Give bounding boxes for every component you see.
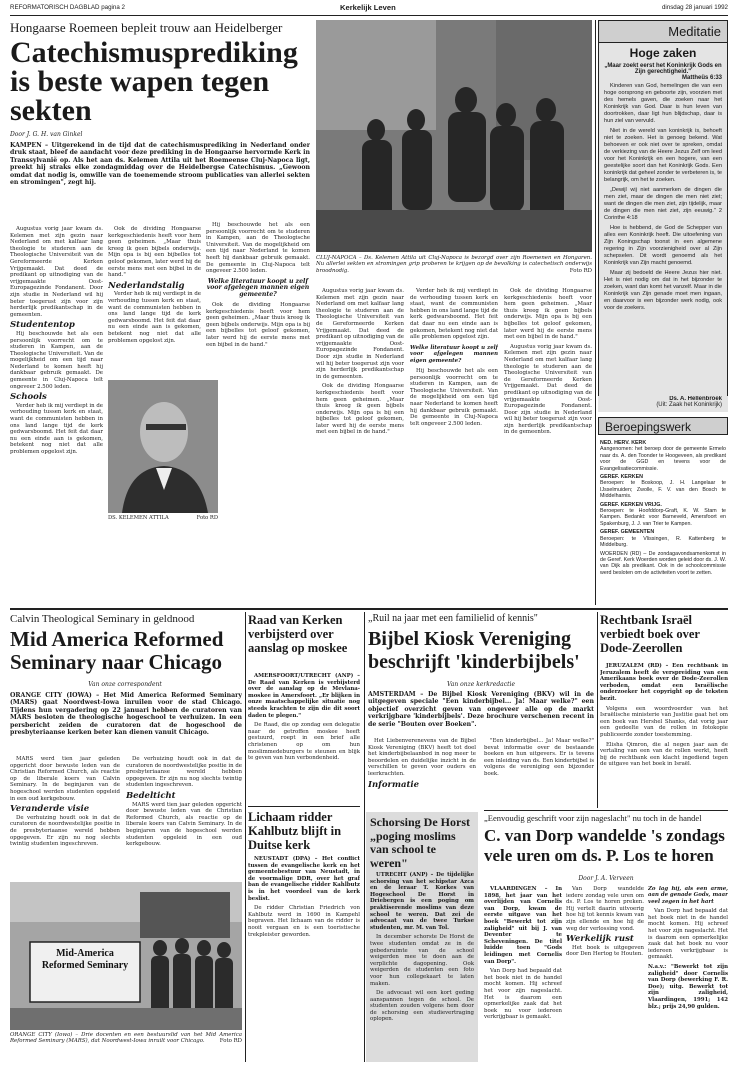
kahlbutz-body-text: De ridder Christian Friedrich von Kahlbutz werd in 1690 in Kampehl begraven. Het lichaam van de ridder is nooit vergaan en is een toeristische trekpleister geworden. bbox=[248, 905, 360, 938]
subhead-studententop: Studententop bbox=[10, 320, 75, 331]
kiosk-col-2 bbox=[484, 738, 594, 808]
kiosk-byline: Van onze kerkredactie bbox=[447, 681, 515, 688]
main-col-6 bbox=[504, 288, 592, 604]
kiosk-body-1: Het Liebenverenevens van de Bijbel Kiosk Vereniging (BKV) heeft tot doel het kinderbijbelaanbod in nog meer te beoordelen en duidelijke inzicht in de verschillen te geven voor ouders en leerkrachten. bbox=[368, 738, 476, 777]
portrait-caption bbox=[108, 515, 218, 524]
dorp-footer: N.a.v.: "Bewerkt tot zijn zaligheid" door Cornelis van Dorp (bewerking F. R. Doe); uitg. Bewerkt tot zijn zaligheid, Vlaardingen, 1991; 142 blz.; prijs 24,90 gulden. bbox=[648, 963, 728, 1010]
schorsing-box bbox=[366, 812, 478, 1062]
portrait-caption-text: DS. KELEMEN ATTILA bbox=[108, 515, 169, 521]
cluj-credit: Foto RD bbox=[569, 267, 592, 274]
beroepingswerk-title-text: Beroepingswerk bbox=[605, 420, 692, 434]
rechtbank-body bbox=[600, 663, 728, 809]
beroepingswerk-list bbox=[600, 440, 726, 604]
mars-credit: Foto RD bbox=[219, 1038, 242, 1045]
calvin-lead: ORANGE CITY (IOWA) – Het Mid America Reformed Seminary (MARS) gaat Noordwest-Iowa inruilen voor de stad Chicago. Tijdens hun vergadering op 22 januari hebben de curatoren van MARS besloten de theologische hogeschool te verhuizen. In een persbericht zeiden de curatoren dat de hogeschool de presbyteriaanse kerken beter kan dienen vanuit Chicago. bbox=[10, 692, 242, 737]
calvin-headline-text: Mid America Reformed Seminary naar Chicago bbox=[10, 628, 224, 674]
meditatie-body bbox=[599, 83, 727, 312]
main-kicker-text: Hongaarse Roemeen bepleit trouw aan Heidelberger bbox=[10, 20, 283, 35]
kiosk-headline bbox=[368, 628, 594, 680]
mars-caption-text: ORANGE CITY (Iowa) – Drie docenten en een bestuurslid van het Mid America Reformed Seminary (MARS), dat Noordwest-Iowa inruilt voor Chicago. bbox=[10, 1032, 242, 1045]
dorp-kicker-text: „Eenvoudig geschrift voor zijn nageslacht" nu toch in de handel bbox=[484, 813, 702, 823]
ber-head-2: GEREF. KERKEN VRIJG. bbox=[600, 501, 662, 508]
portrait-photo bbox=[108, 380, 218, 513]
rechtbank-lead: JERUZALEM (RD) – Een rechtbank in Jeruzalem heeft de verspreiding van een Amerikaans boek over de Dode-Zeerollen verboden, omdat een Israëlische onderzoeker het copyright op de teksten bezit. bbox=[600, 663, 728, 702]
kiosk-lead: AMSTERDAM – De Bijbel Kiosk Vereniging (BKV) wil in de uitgegeven speciale "Een kinderbijbel... Ja! Maar welke?" een objectief overzicht geven van ongeveer alle op de markt verkrijgbare 'kinderbijbels'. Deze brochure verschenen recent in de serie "Bouten over Boeken". bbox=[368, 691, 594, 728]
beroepingswerk-title bbox=[598, 417, 728, 435]
main-body-col5b: Hij beschouwde het als een persoonlijk voorrecht om te studeren in Kampen, aan de Theologische Universiteit. Van de mogelijkheid om een tijd naar Nederland te komen heeft hij dankbaar gebruik gemaakt. De gemeente in Cluj-Napoca telt ongeveer 2.500 leden. bbox=[410, 367, 498, 427]
subhead-schools: Schools bbox=[10, 392, 47, 403]
paper-name: REFORMATORISCH DAGBLAD pagina 2 bbox=[10, 4, 125, 11]
ber-head-3: GEREF. GEMEENTEN bbox=[600, 529, 655, 536]
rechtbank-headline bbox=[600, 613, 728, 661]
main-body-2b: Hij beschouwde het als een persoonlijk voorrecht om te studeren in Kampen, aan de Theologische Universiteit. Van de mogelijkheid om een tijd naar Nederland te komen heeft hij dankbaar gebruik gemaakt. De gemeente in Cluj-Napoca telt ongeveer 2.500 leden. bbox=[206, 222, 310, 275]
dorp-byline: Door J. A. Verveen bbox=[578, 875, 634, 882]
calvin-body-2b: MARS werd tien jaar geleden opgericht door bewuste leden van de Christian Reformed Church, als reactie op de liberale koers van Calvin Seminary. In de beginjaren van de hogeschool werden studenten opgeleid in een oud kerkgebouw. bbox=[126, 801, 242, 848]
subhead-nederlandstalig: Nederlandstalig bbox=[108, 280, 185, 291]
mars-caption bbox=[10, 1032, 242, 1062]
header-rule bbox=[10, 15, 728, 16]
calvin-col-2 bbox=[126, 756, 242, 880]
cluj-caption bbox=[316, 255, 592, 283]
rechtbank-headline-text: Rechtbank Israël verbiedt boek over Dode-Zeerollen bbox=[600, 613, 700, 655]
main-body-4b: Verder heb ik mij verdiept in de verhouding tussen kerk en staat, want de communisten hebben in ons land lange tijd de kerk gedwarsboomd. Het feit dat daar nu een einde aan is gekomen, betekent nog niet dat alle problemen opgelost zijn. bbox=[108, 291, 201, 344]
schorsing-body-text: In december schorste De Horst de twee studenten omdat ze in de gebedsruimte van de school weigerden mee te doen aan de verplichte dagopening. Ook weigerden de studenten een foto voor hun collegekaart te laten maken. bbox=[370, 934, 474, 987]
schorsing-body-text-2: De advocaat wil een kort geding aanspannen tegen de school. De studenten zouden volgens hem door de schorsing een studievertraging oplopen. bbox=[370, 990, 474, 1023]
meditatie-quote: „Maar zoekt eerst het Koninkrijk Gods en Zijn gerechtigheid." bbox=[604, 63, 722, 75]
calvin-body-1b: De verhuizing houdt ook in dat de curatoren de noordwestelijke positie in de presbyteriaanse wereld hebben opgegeven. Er zijn nu nog slechts twintig studenten ingeschreven. bbox=[10, 814, 120, 848]
calvin-sub-bedelticht: Bedelticht bbox=[126, 790, 176, 801]
vrule-4 bbox=[597, 612, 598, 808]
dorp-pullquote: Zo lag hij, als een arme, aan de genade Gods, maar veel zegen in het hart bbox=[648, 886, 728, 905]
dorp-sub: Werkelijk rust bbox=[566, 934, 634, 945]
cluj-caption-text: CLUJ-NAPOCA – Ds. Kelemen Attila uit Cluj-Napoca is bezorgd over zijn Roemenen en Hongaren. Nu allerlei sekten en stromingen grip proberen te krijgen op de bevolking is catechetisch onderwijs broodnodig. bbox=[316, 255, 592, 274]
kahlbutz-body bbox=[248, 856, 360, 1062]
mid-rule bbox=[10, 608, 728, 610]
meditatie-p3: „Dewijl wij niet aanmerken de dingen die men ziet, maar de dingen die men niet ziet; want de dingen die men ziet, zijn tijdelijk, maar de dingen die men niet ziet, zijn eeuwig." 2 Corinthe 4:18 bbox=[604, 187, 722, 221]
meditatie-ref: Mattheüs 6:33 bbox=[681, 75, 722, 81]
section-name: Kerkelijk Leven bbox=[340, 4, 396, 12]
calvin-sub-verandering: Veranderde visie bbox=[10, 804, 90, 815]
ber-head-0: NED. HERV. KERK bbox=[600, 440, 647, 446]
schorsing-lead: UTRECHT (ANP) – De tijdelijke schorsing van het schipstar Azca en de leraar T. Korkes van Hogeschool De Horst in Driebergen is een poging om praktiserende moslims van deze school te weren. Dat zei de advocaat van de twee Turkse studenten, mr. M. van Tol. bbox=[370, 872, 474, 931]
ber-woerden: WOERDEN (RD) – De zondagavondsamenkomst in de Geref. Kerk Woerden worden geleid door ds. J. W. van Dijk als predikant. Ook in de schoolcommissie werd besloten om de activiteiten voort te zetten. bbox=[600, 550, 726, 576]
kahlbutz-headline-text: Lichaam ridder Kahlbutz blijft in Duitse kerk bbox=[248, 810, 342, 852]
main-body-col6b: Augustus vorig jaar kwam ds. Kelemen met zijn gezin naar Nederland om met kalfaar lang theologie te studeren aan de Theologische Universiteit van de Gereformeerde Kerken Vrijgemaakt. Dat deed de predikant op uitnodiging van de vrijgemaakte Oost-Europagezinde Fondanent. Door zijn studie in Nederland wil hij beter toegerust zijn voor zijn herderlijk predikantschap in de gemeenten. bbox=[504, 343, 592, 436]
main-body-2: Hij beschouwde het als een persoonlijk voorrecht om te studeren in Kampen, aan de Theologische Universiteit. Van de mogelijkheid om een tijd naar Nederland te komen heeft hij dankbaar gebruik gemaakt. De gemeente in Cluj-Napoca telt ongeveer 2.500 leden. bbox=[10, 330, 103, 390]
ber-text-0: Aangenomen: het beroep door de gemeente Ermelo naar ds. A. den Toonder te Hoogeveen, als predikant voor de GGD en tevens voor de Evangelisatiecommissie. bbox=[600, 446, 726, 472]
mars-photo bbox=[10, 882, 242, 1030]
ber-head-1: GEREF. KERKEN bbox=[600, 474, 643, 481]
calvin-kicker bbox=[10, 613, 240, 627]
raad-headline bbox=[248, 613, 360, 671]
kiosk-kicker-text: „Ruil na jaar met een familielid of kennis" bbox=[368, 613, 538, 624]
page-header bbox=[10, 4, 728, 14]
main-body-col4b: Ook de dividing Hongaarse kerkgeschiedenis heeft voor hem geen geheimen. „Maar thuis kreeg ik geen bijbels onderwijs. Mijn opa is bij een bijbelles tot geloof gekomen, later werd hij de eerste mens met een bijbel in de hand." bbox=[316, 383, 404, 436]
main-lead: KAMPEN – Uitgerekend in de tijd dat de catechismusprediking in Nederland onder druk staat, bleef de aandacht voor deze prediking in de Hongaarse hervormde Kerk in Transsylvanië op. Als het aan ds. Kelemen Attila uit het Roemeense Cluj-Napoca ligt, preekt hij straks elke zondagmiddag over de Heidelbergse Catechismus. „Gewoon omdat dat nodig is, omwille van de toenemende stroom publicaties van allerlei sekten en stromingen", zegt hij. bbox=[10, 142, 310, 187]
main-body-4: Verder heb ik mij verdiept in de verhouding tussen kerk en staat, want de communisten hebben in ons land lange tijd de kerk gedwarsboomd. Het feit dat daar nu een einde aan is gekomen, betekent nog niet dat alle problemen opgelost zijn. bbox=[10, 402, 103, 455]
page-date: dinsdag 28 januari 1992 bbox=[661, 4, 728, 11]
vrule-2 bbox=[245, 612, 246, 1062]
main-body-col5: Verder heb ik mij verdiept in de verhouding tussen kerk en staat, want de communisten hebben in ons land lange tijd de kerk gedwarsboomd. Het feit dat daar nu een einde aan is gekomen, betekent nog niet dat alle problemen opgelost zijn. bbox=[410, 288, 498, 341]
meditatie-signature bbox=[598, 396, 728, 412]
main-body-col6: Ook de dividing Hongaarse kerkgeschiedenis heeft voor hem geen geheimen. „Maar thuis kreeg ik geen bijbels onderwijs. Mijn opa is bij een bijbelles tot geloof gekomen, later werd hij de eerste mens met een bijbel in de hand." bbox=[504, 288, 592, 341]
raad-rule bbox=[248, 806, 360, 807]
raad-body-text: De Raad, die op zondag een delegatie naar de getroffen moskee heeft gestuurd, roept in een brief alle christenen op om hun moslimmedeburgers te steunen en blijk te geven van hun verbondenheid. bbox=[248, 722, 360, 762]
raad-body bbox=[248, 673, 360, 803]
meditatie-p4: Hoe is hebbend, de God de Schepper van alles een Koninkrijk heeft. Die uitoefening van Zijn Koningschap toonst in een algemene regering in Zijn voorzienigheid over al Zijn schepselen. Dit wordt genoemd als het Koninkrijk van Zijn macht genoemd. bbox=[604, 225, 722, 266]
calvin-col-1 bbox=[10, 756, 120, 880]
meditatie-signature-place: (Uit: Zaak het Koninkrijk) bbox=[656, 402, 722, 408]
main-body-3: Ook de dividing Hongaarse kerkgeschiedenis heeft voor hem geen geheimen. „Maar thuis kreeg ik geen bijbels onderwijs. Mijn opa is bij een bijbelles tot geloof gekomen, later werd hij de eerste mens met een bijbel in de hand." bbox=[108, 226, 201, 279]
ber-text-2: Beroepen: te Hoofddorp-Graft, K. W. Stam te Kampen. Bedankt: voor Barneveld, Amersfoort en Spakenburg, J. J. van Trier te Kampen. bbox=[600, 508, 726, 527]
main-kicker bbox=[10, 20, 306, 38]
kahlbutz-lead: NEUSTADT (DPA) – Het conflict tussen de evangelische kerk en het gemeentebestuur van Neustadt, in de voormalige DDR, over het graf ban de evangelische ridder Kahlbutz is in het voordeel van de kerk beslist. bbox=[248, 856, 360, 902]
dorp-body-3: Het boek is uitgegeven door Den Hertog te Houten. bbox=[566, 944, 644, 958]
main-col-1 bbox=[10, 226, 103, 604]
dorp-body-4: Van Dorp had bepaald dat het boek niet in de handel mocht komen. Hij schreef het voor zijn nageslacht. Het is daarom een opmerkelijke zaak dat het boek nu voor iedereen verkrijgbaar is gemaakt. bbox=[648, 908, 728, 961]
main-byline bbox=[10, 131, 306, 141]
meditatie-signature-name: Ds. A. Hellenbroek bbox=[669, 396, 722, 402]
dorp-rule bbox=[484, 810, 728, 811]
dorp-col-3 bbox=[648, 886, 728, 1062]
kahlbutz-headline bbox=[248, 810, 360, 854]
dorp-col-1 bbox=[484, 886, 562, 1062]
meditatie-box bbox=[598, 20, 728, 412]
main-col-5 bbox=[410, 288, 498, 604]
crowd-figures bbox=[316, 20, 592, 252]
ber-text-3: Beroepen: te Vlissingen, R. Kattenberg te Middelburg. bbox=[600, 535, 726, 549]
vrule-1 bbox=[595, 20, 596, 605]
kiosk-col-1 bbox=[368, 738, 476, 808]
main-body-col4: Augustus vorig jaar kwam ds. Kelemen met zijn gezin naar Nederland om met kalfaar lang theologie te studeren aan de Theologische Universiteit van de Gereformeerde Kerken Vrijgemaakt. Dat deed de predikant op uitnodiging van de vrijgemaakte Oost-Europagezinde Fondanent. Door zijn studie in Nederland wil hij beter toegerust zijn voor zijn herderlijk predikantschap in de gemeenten. bbox=[316, 288, 404, 380]
rechtbank-body-text-2: Elisha Qimron, die al negen jaar aan de vertaling van een van de rollen werkt, heeft bij de rechtbank een klacht ingediend tegen de uitgave van het boek in Israël. bbox=[600, 741, 728, 768]
kiosk-sub: Informatie bbox=[368, 779, 420, 790]
kiosk-body-2: "Een kinderbijbel... Ja! Maar welke?" bevat informatie over de bestaande boeken en hun uitgevers. Er is tevens een inleiding van ds. Een kinderbijbel is volgens de vereniging een bijzonder boek. bbox=[484, 738, 594, 777]
dorp-headline-text: C. van Dorp wandelde 's zondags vele uren om ds. P. Los te horen bbox=[484, 826, 725, 865]
main-col-3 bbox=[206, 142, 310, 604]
main-col-4 bbox=[316, 288, 404, 604]
meditatie-title: Meditatie bbox=[599, 21, 727, 43]
meditatie-headline: Hoge zaken bbox=[629, 46, 697, 60]
main-byline-text: Door J. G. H. van Ginkel bbox=[10, 131, 83, 138]
meditatie-p1: Kinderen van God, hemelingen die van een hoge oorsprong en geboorte zijn, voorzien met des hemels gaven, die zoeken naar het Koninkrijk van God. Daar is hun leven van doortrokken, daar ligt hun blijdschap, daar is hun ziel van vervuld. bbox=[604, 83, 722, 124]
kiosk-headline-text: Bijbel Kiosk Vereniging beschrijft 'kinderbijbels' bbox=[368, 628, 580, 673]
schorsing-headline: Schorsing De Horst „poging moslims van school te weren" bbox=[370, 815, 470, 870]
meditatie-p2: Niet in de wereld van koninkrijk is, behoeft niet te zoeken. Het is genoeg bekend. Wat behoeven er ook niet over te spreken, omdat de verkiezing van de Heere Jezus Zelf om leed voor het Koninkrijk en een hogere, van een geestelijke soort dan het Koninkrijk Gods. Een koninkrijk dat geheel zonder te verbeteren is, te belangrijk, om het te zoeken. bbox=[604, 128, 722, 183]
schorsing-body bbox=[366, 872, 478, 1023]
cluj-photo bbox=[316, 20, 592, 252]
main-pullquote: Welke literatuur koopt u zelf voor afgelegen mannen eigen gemeente? bbox=[206, 277, 310, 298]
ber-text-1: Beroepen: te Boskoop, J. H. Langelaar te IJsselmuiden; Zwolle, F. V. van den Bosch te Middelharnis. bbox=[600, 480, 726, 500]
raad-lead: AMERSFOORT/UTRECHT (ANP) – De Raad van Kerken is verbijsterd over de aanslag op de Mevlana-moskee in Amersfoort. „Er blijken in onze maatschappelijke situatie nog steeds krachten te zijn die dit soort daden te plegen." bbox=[248, 673, 360, 719]
calvin-byline: Van onze correspondent bbox=[88, 681, 162, 688]
dorp-kicker bbox=[484, 813, 728, 825]
dorp-body-1: Van Dorp had bepaald dat het boek niet in de handel mocht komen. Hij schreef het voor zijn nageslacht. Het is daarom een opmerkelijke zaak dat het boek nu voor iedereen verkrijgbaar is gemaakt. bbox=[484, 968, 562, 1021]
calvin-kicker-text: Calvin Theological Seminary in geldnood bbox=[10, 613, 195, 625]
main-body-3b: Ook de dividing Hongaarse kerkgeschiedenis heeft voor hem geen geheimen. „Maar thuis kreeg ik geen bijbels onderwijs. Mijn opa is bij een bijbelles tot geloof gekomen, later werd hij de eerste mens met een bijbel in de hand." bbox=[206, 301, 310, 348]
meditatie-p5: Maar zij bedoeld de Heere Jezus hier niet. Het is niet nodig om dat in het bijzonder te zoeken, want dan komt het vanzelf. Maar in die Koninkrijk van Zijn genade moet men ingaan, en daarvoor is een bijzonder werk nodig, ook voor de zoekers. bbox=[604, 270, 722, 311]
calvin-body-1: MARS werd tien jaar geleden opgericht door bewuste leden van de Christian Reformed Church, als reactie op de liberale koers van Calvin Seminary. In de beginjaren van de hogeschool werden studenten opgeleid in een oud kerkgebouw. bbox=[10, 756, 120, 802]
main-headline bbox=[10, 38, 310, 130]
portrait-figure bbox=[108, 380, 218, 513]
mars-sign-text: Mid-America Reformed Seminary bbox=[41, 948, 129, 971]
dorp-headline bbox=[484, 826, 728, 874]
main-pullquote-2: Welke literatuur koopt u zelf voor afgelegen mannen eigen gemeente? bbox=[410, 344, 498, 364]
dorp-lead: VLAARDINGEN – In 1898, het jaar van het overlijden van Cornelis van Dorp, kwam de eerste uitgave van het boek "Bewerkt tot zijn zaligheid" uit bij J. van Deventer te Scheveningen. De titel luidde toen "Gods leidingen met Cornelis van Dorp". bbox=[484, 886, 562, 965]
portrait-credit: Foto RD bbox=[196, 515, 218, 521]
rechtbank-body-text: Volgens een woordvoerder van het Israëlische ministerie van Justitie gaat het om een boek van Hershel Shanks, dat vorig jaar een gedeelte van de rollen in fotokopie publiceerde zonder toestemming. bbox=[600, 705, 728, 738]
kiosk-kicker bbox=[368, 613, 594, 627]
calvin-headline bbox=[10, 628, 242, 680]
dorp-body-2: Van Dorp wandelde iedere zondag vele uren om ds. P. Los te horen preken. Hij vertelt daarin uitvoerig hoe hij tot kennis kwam van zijn ellende en hoe hij de weg der verlossing vond. bbox=[566, 886, 644, 932]
calvin-body-2: De verhuizing houdt ook in dat de curatoren de noordwestelijke positie in de presbyteriaanse wereld hebben opgegeven. Er zijn nu nog slechts twintig studenten ingeschreven. bbox=[126, 756, 242, 789]
vrule-3 bbox=[364, 612, 365, 1062]
main-body-1: Augustus vorig jaar kwam ds. Kelemen met zijn gezin naar Nederland om met kalfaar lang theologie te studeren aan de Theologische Universiteit van de Gereformeerde Kerken Vrijgemaakt. Dat deed de predikant op uitnodiging van de vrijgemaakte Oost-Europagezinde Fondanent. Door zijn studie in Nederland wil hij beter toegerust zijn voor zijn herderlijk predikantschap in de gemeenten. bbox=[10, 226, 103, 318]
main-headline-text: Catechismusprediking is beste wapen tegen sekten bbox=[10, 38, 298, 127]
dorp-col-2 bbox=[566, 886, 644, 1062]
raad-headline-text: Raad van Kerken verbijsterd over aanslag op moskee bbox=[248, 613, 348, 655]
